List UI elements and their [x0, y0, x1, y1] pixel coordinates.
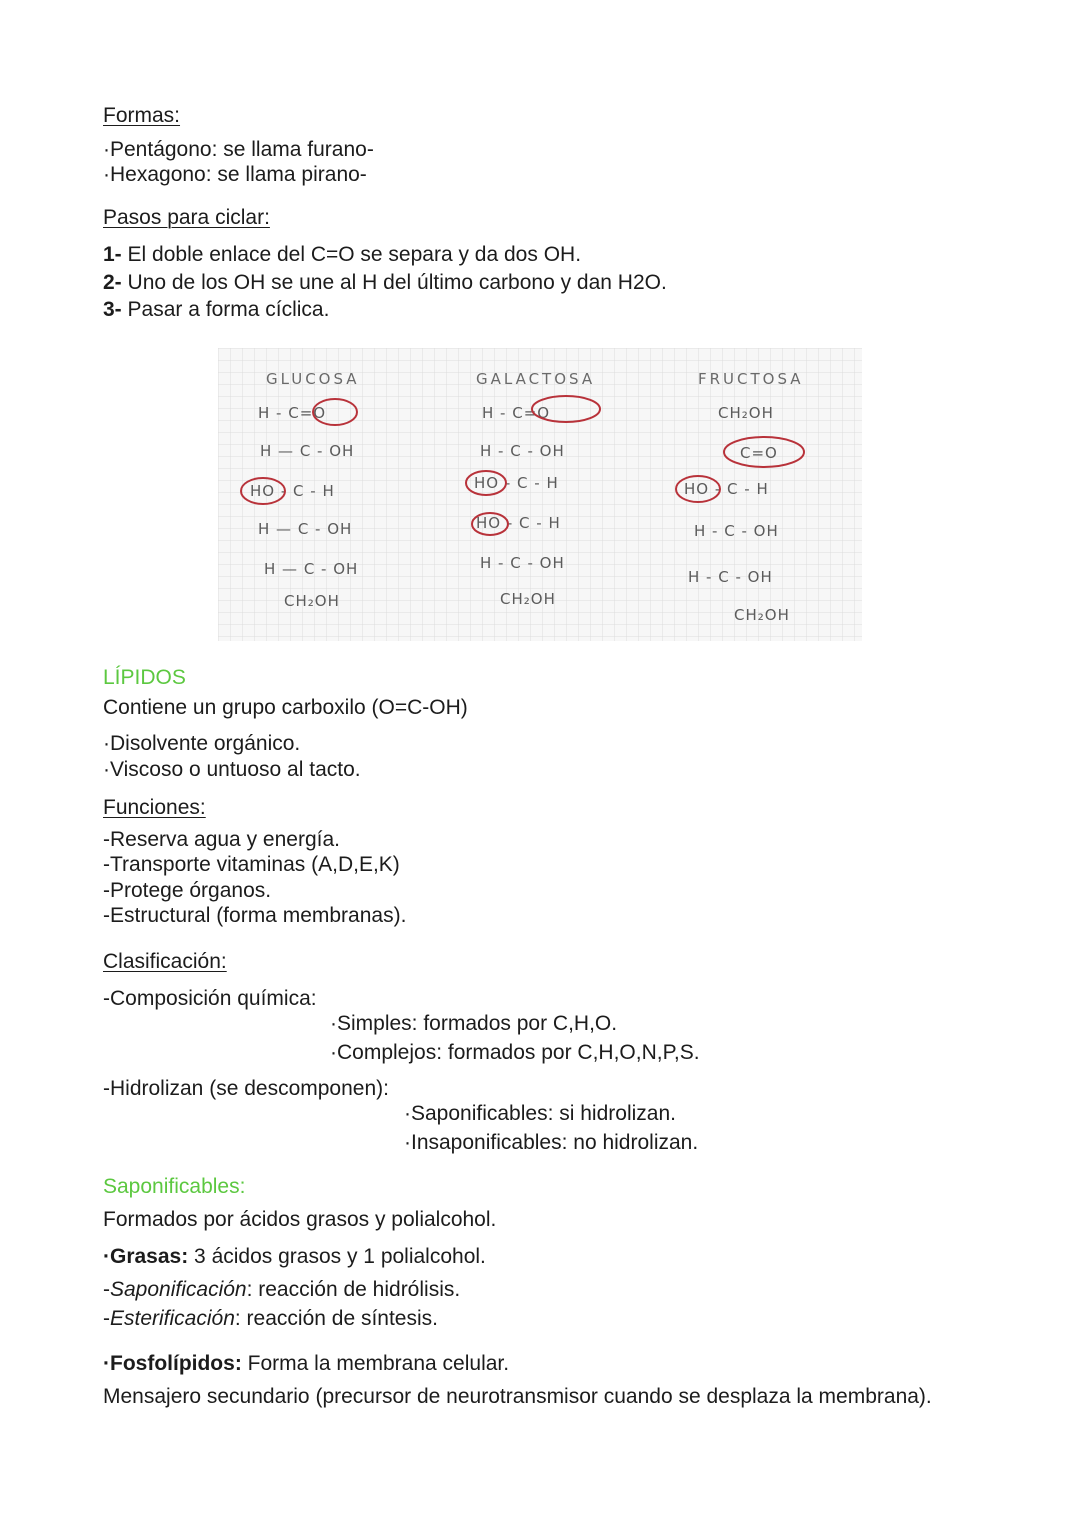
saponificacion-text: : reacción de hidrólisis. [246, 1278, 461, 1301]
galactosa-row-4: HO - C - H [476, 514, 561, 532]
fructosa-row-5: H - C - OH [688, 568, 773, 586]
grasas-label: ·Grasas: [103, 1245, 189, 1268]
funcion-1: -Reserva agua y energía. [103, 828, 340, 851]
glucosa-row-3: HO - C - H [250, 482, 335, 500]
fructosa-row-2: C=O [740, 444, 778, 462]
saponificacion-term: Saponificación [110, 1278, 247, 1301]
galactosa-row-2: H - C - OH [480, 442, 565, 460]
paso-1 [103, 242, 581, 268]
hidrolizan-saponificables: ·Saponificables: si hidrolizan. [404, 1102, 676, 1125]
paso-1-number: 1- [103, 243, 122, 266]
fructosa-row-4: H - C - OH [694, 522, 779, 540]
sugar-structures-sketch [218, 348, 862, 641]
paso-3 [103, 297, 329, 323]
composicion-simples: ·Simples: formados por C,H,O. [330, 1012, 618, 1035]
fructosa-row-3: HO - C - H [684, 480, 769, 498]
fosfolipidos-text: Forma la membrana celular. [241, 1352, 510, 1375]
funcion-4: -Estructural (forma membranas). [103, 904, 407, 927]
esterificacion-text: : reacción de síntesis. [234, 1307, 438, 1330]
glucosa-row-4: H — C - OH [258, 520, 353, 538]
galactosa-row-3: HO - C - H [474, 474, 559, 492]
fosfolipidos-line [103, 1351, 509, 1377]
saponificacion-line: -Saponificación: reacción de hidrólisis. [103, 1278, 461, 1301]
fructosa-title: FRUCTOSA [698, 370, 804, 388]
galactosa-row-5: H - C - OH [480, 554, 565, 572]
composicion-label: -Composición química: [103, 987, 317, 1010]
funciones-heading: Funciones: [103, 796, 206, 819]
formas-item-hexagono: ·Hexagono: se llama pirano- [103, 163, 367, 186]
galactosa-row-1: H - C=O [482, 404, 551, 422]
galactosa-title: GALACTOSA [476, 370, 596, 388]
paso-2 [103, 270, 667, 296]
funcion-3: -Protege órganos. [103, 879, 272, 902]
esterificacion-term: Esterificación [110, 1307, 235, 1330]
paso-2-text: Uno de los OH se une al H del último carbono y dan H2O. [121, 271, 667, 294]
grasas-text: 3 ácidos grasos y 1 polialcohol. [188, 1245, 486, 1268]
glucosa-row-5: H — C - OH [264, 560, 359, 578]
saponificables-intro: Formados por ácidos grasos y polialcohol. [103, 1208, 497, 1231]
pasos-heading: Pasos para ciclar: [103, 206, 270, 229]
grasas-line [103, 1244, 486, 1270]
fructosa-row-1: CH₂OH [718, 404, 774, 422]
lipidos-intro: Contiene un grupo carboxilo (O=C-OH) [103, 696, 468, 719]
formas-item-pentagono: ·Pentágono: se llama furano- [103, 138, 374, 161]
glucosa-row-1: H - C=O [258, 404, 327, 422]
hidrolizan-insaponificables: ·Insaponificables: no hidrolizan. [404, 1131, 699, 1154]
galactosa-row-6: CH₂OH [500, 590, 556, 608]
paso-3-text: Pasar a forma cíclica. [121, 298, 330, 321]
glucosa-row-2: H — C - OH [260, 442, 355, 460]
formas-heading: Formas: [103, 104, 181, 127]
hidrolizan-label: -Hidrolizan (se descomponen): [103, 1077, 389, 1100]
paso-1-text: El doble enlace del C=O se separa y da dos OH. [121, 243, 582, 266]
mensajero-line: Mensajero secundario (precursor de neurotransmisor cuando se desplaza la membrana). [103, 1385, 932, 1408]
fosfolipidos-label: ·Fosfolípidos: [103, 1352, 242, 1375]
paso-3-number: 3- [103, 298, 122, 321]
paso-2-number: 2- [103, 271, 122, 294]
fructosa-row-6: CH₂OH [734, 606, 790, 624]
glucosa-title: GLUCOSA [266, 370, 360, 388]
esterificacion-line: -Esterificación: reacción de síntesis. [103, 1307, 438, 1330]
clasificacion-heading: Clasificación: [103, 950, 227, 973]
funcion-2: -Transporte vitaminas (A,D,E,K) [103, 853, 400, 876]
lipidos-prop-1: ·Disolvente orgánico. [103, 732, 301, 755]
glucosa-row-6: CH₂OH [284, 592, 340, 610]
lipidos-prop-2: ·Viscoso o untuoso al tacto. [103, 758, 361, 781]
lipidos-title: LÍPIDOS [103, 666, 186, 689]
composicion-complejos: ·Complejos: formados por C,H,O,N,P,S. [330, 1041, 700, 1064]
saponificables-title: Saponificables: [103, 1175, 246, 1198]
